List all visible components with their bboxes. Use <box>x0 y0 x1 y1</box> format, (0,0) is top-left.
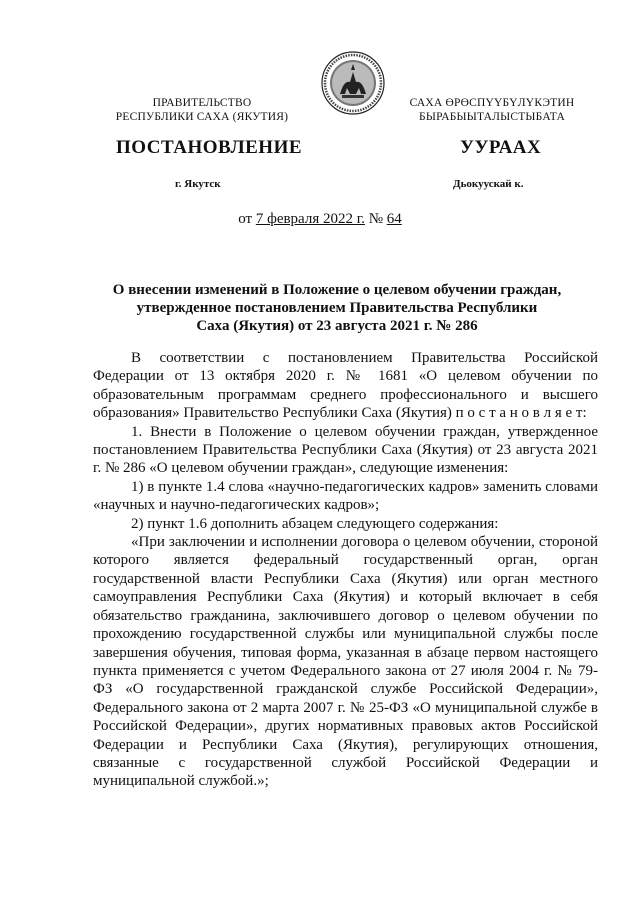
body-paragraph: 1) в пункте 1.4 слова «научно-педагогических кадров» заменить словами «научных и научно-педагогических кадров»; <box>93 478 598 514</box>
body-paragraph: 2) пункт 1.6 дополнить абзацем следующего содержания: <box>131 515 499 532</box>
org-line: БЫРАБЫЫТАЛЫСТЫБАТА <box>419 111 565 123</box>
doc-type-ru: ПОСТАНОВЛЕНИЕ <box>116 137 303 158</box>
title-line: Саха (Якутия) от 23 августа 2021 г. № 286 <box>196 318 478 334</box>
org-line: САХА ӨРӨСПҮҮБҮЛҮКЭТИН <box>409 97 575 109</box>
body-paragraph: «При заключении и исполнении договора о целевом обучении, стороной которого является федеральный государственный орган, орган государственной власти Республики Саха (Якутия) или орган местного самоуправления Республики Саха (Якутия) и который включает в себя обязательство гражданина, заключившего договор о целевом обучении по прохождению государственной службы или муниципальной службы после завершения обучения, типовая форма, указанная в абзаце первом настоящего пункта применяется с учетом Федерального закона от 27 июля 2004 г. № 79-ФЗ «О государственной гражданской службе Российской Федерации», Федерального закона от 2 марта 2007 г. № 25-ФЗ «О муниципальной службе в Российской Федерации», других нормативных правовых актов Российской Федерации и Республики Саха (Якутия), регулирующих отношения, связанные с государственной службой Российской Федерации и муниципальной службой.»; <box>93 534 598 790</box>
organization-name-sah <box>392 96 592 124</box>
title-line: О внесении изменений в Положение о целевом обучении граждан, <box>112 282 562 298</box>
document-date: 7 февраля 2022 г. <box>255 211 365 227</box>
number-sign: № <box>368 211 384 227</box>
document-dateline <box>0 211 640 228</box>
organization-name-ru <box>92 96 312 124</box>
document-body <box>93 349 598 791</box>
city-ru: г. Якутск <box>175 178 221 190</box>
coat-of-arms-icon <box>320 50 386 116</box>
doc-type-sah: УУРААХ <box>460 137 542 158</box>
document-number: 64 <box>386 211 402 227</box>
org-line: ПРАВИТЕЛЬСТВО <box>152 97 252 109</box>
body-paragraph: В соответствии с постановлением Правительства Российской Федерации от 13 октября 2020 г. № 1681 «О целевом обучении по образовательным программам среднего профессионального и высшего образования» Правительство Республики Саха (Якутия) п о с т а н о в л я е т: <box>93 350 598 422</box>
org-line: РЕСПУБЛИКИ САХА (ЯКУТИЯ) <box>115 111 289 123</box>
title-line: утвержденное постановлением Правительства Республики <box>136 300 538 316</box>
city-sah: Дьокуускай к. <box>453 178 524 190</box>
document-title <box>96 281 578 335</box>
dateline-prefix: от <box>238 211 253 227</box>
body-paragraph: 1. Внести в Положение о целевом обучении граждан, утвержденное постановлением Правительства Республики Саха (Якутия) от 23 августа 2021 г. № 286 «О целевом обучении граждан», следующие изменения: <box>93 423 598 477</box>
